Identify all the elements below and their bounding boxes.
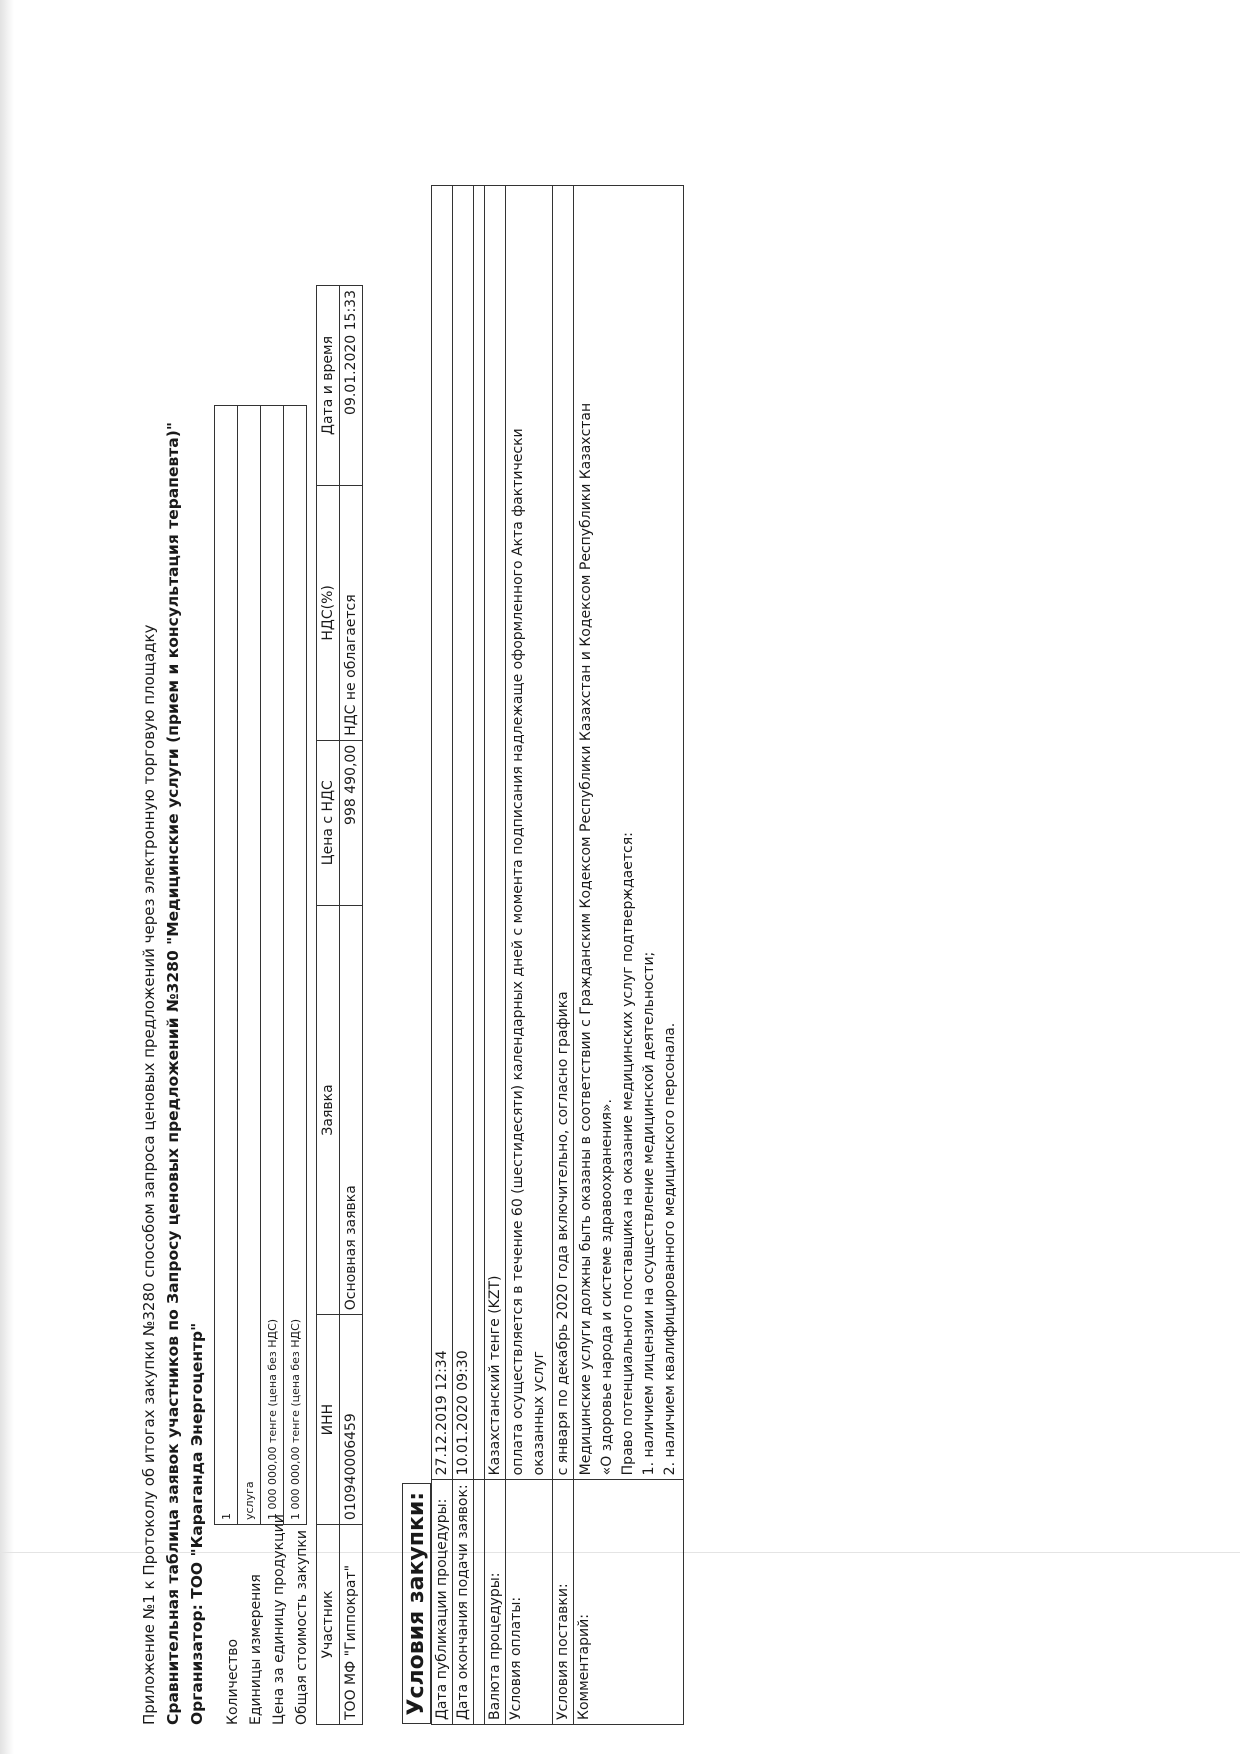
currency-label: Валюта процедуры: [485, 1480, 506, 1725]
conditions-table [402, 185, 684, 1725]
pub-date-value: 27.12.2019 12:34 [432, 186, 453, 1480]
comment-line-5: 2. наличием квалифицированного медицинского персонала. [662, 1022, 678, 1476]
end-date-label: Дата окончания подачи заявок: [453, 1480, 474, 1725]
info-value-unit: услуга [238, 406, 261, 1525]
rotated-document [140, 185, 1020, 1725]
comment-line-1: Медицинские услуги должны быть оказаны в соответствии с Гражданским Кодексом Республики Казахстан и Кодексом Республики Казахстан [578, 402, 594, 1476]
header-line-1: Приложение №1 к Протоколу об итогах закупки №3280 способом запроса ценовых предложений через электронную торговую площадку [140, 624, 158, 1725]
table-row [340, 286, 363, 1725]
payment-label: Условия оплаты: [506, 1480, 553, 1725]
col-application: Заявка [317, 905, 340, 1315]
participant-vat: НДС не облагается [340, 485, 363, 740]
info-labels [222, 1514, 314, 1725]
participant-name: ТОО МФ "Гиппократ" [340, 1525, 363, 1725]
comment-line-2: «О здоровье народа и системе здравоохранения». [599, 1099, 615, 1476]
info-label-unit-price: Цена за единицу продукции [271, 1514, 287, 1725]
participants-table [316, 285, 363, 1725]
scan-edge [0, 0, 14, 1754]
info-box [214, 405, 307, 1525]
payment-line-2: оказанных услуг [531, 1351, 547, 1476]
participants-header-row [317, 286, 340, 1725]
participant-application: Основная заявка [340, 905, 363, 1315]
end-date-value: 10.01.2020 09:30 [453, 186, 474, 1480]
col-inn: ИНН [317, 1315, 340, 1525]
comment-value [574, 186, 684, 1480]
participant-price: 998 490,00 [340, 740, 363, 905]
info-label-total: Общая стоимость закупки [294, 1530, 310, 1725]
participant-datetime: 09.01.2020 15:33 [340, 286, 363, 486]
info-value-quantity: 1 [215, 406, 238, 1525]
info-label-quantity: Количество [225, 1638, 241, 1725]
delivery-value: с января по декабрь 2020 года включительно, согласно графика [553, 186, 574, 1480]
col-price-vat: Цена с НДС [317, 740, 340, 905]
payment-value [506, 186, 553, 1480]
col-vat: НДС(%) [317, 485, 340, 740]
delivery-label: Условия поставки: [553, 1480, 574, 1725]
info-value-total: 1 000 000,00 тенге (цена без НДС) [284, 406, 307, 1525]
currency-value: Казахстанский тенге (KZT) [485, 186, 506, 1480]
header-line-2: Сравнительная таблица заявок участников по Запросу ценовых предложений №3280 "Медицинские услуги (прием и консультация терапевта)" [164, 422, 182, 1725]
comment-label: Комментарий: [574, 1480, 684, 1725]
payment-line-1: оплата осуществляется в течение 60 (шестидесяти) календарных дней с момента подписания надлежаще оформленного Акта фактически [510, 428, 526, 1476]
info-value-unit-price: 1 000 000,00 тенге (цена без НДС) [261, 406, 284, 1525]
comment-line-3: Право потенциального поставщика на оказание медицинских услуг подтверждается: [620, 832, 636, 1476]
header-organizer: Организатор: ТОО "Караганда Энергоцентр" [188, 1322, 206, 1725]
conditions-title: Условия закупки: [402, 1483, 431, 1725]
col-datetime: Дата и время [317, 286, 340, 486]
participant-inn: 010940006459 [340, 1315, 363, 1525]
comment-line-4: 1. наличием лицензии на осуществление медицинской деятельности; [641, 951, 657, 1476]
pub-date-label: Дата публикации процедуры: [432, 1480, 453, 1725]
info-label-unit: Единицы измерения [248, 1574, 264, 1725]
col-participant: Участник [317, 1525, 340, 1725]
